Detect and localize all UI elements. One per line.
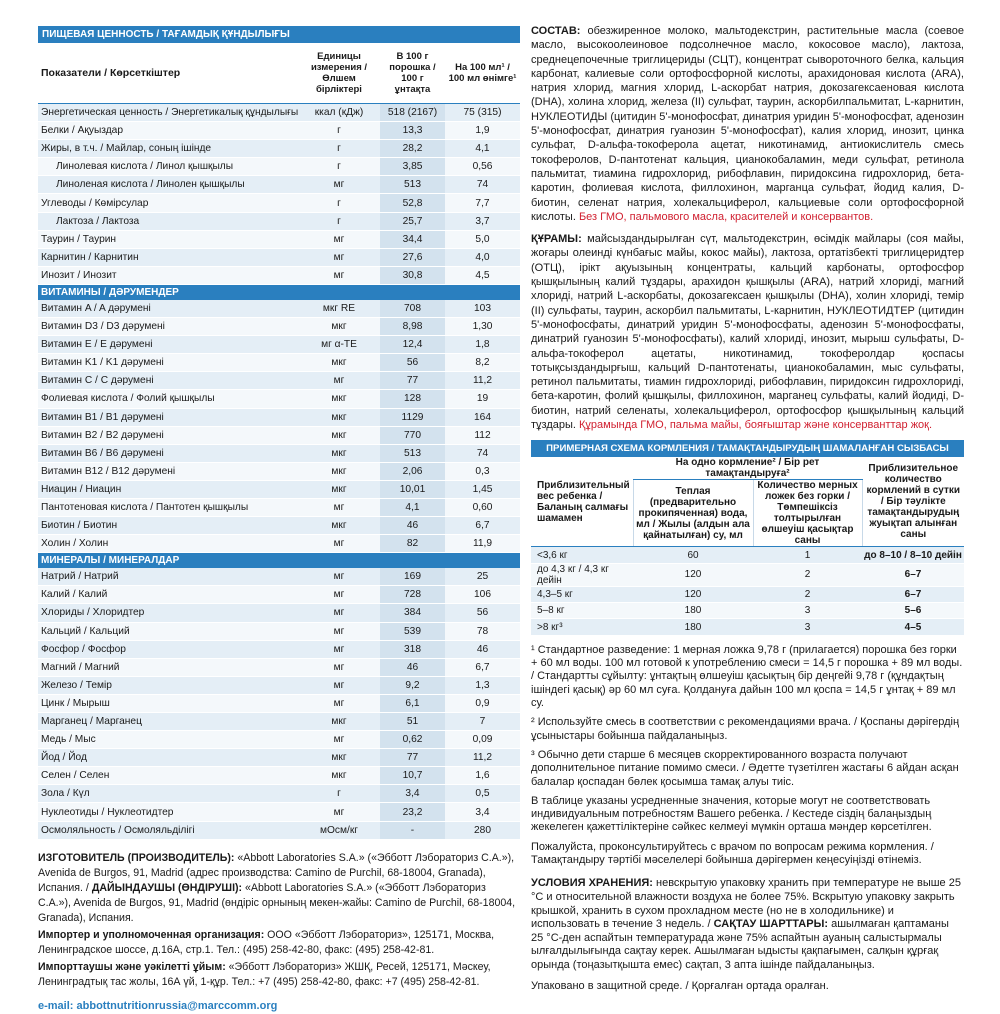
nutrition-row <box>38 372 520 390</box>
value-per-100ml: 6,7 <box>445 517 520 535</box>
value-per-100g: 82 <box>380 535 445 553</box>
value-per-100g: 12,4 <box>380 336 445 354</box>
nutrient-unit: мкг RE <box>298 300 380 318</box>
nutrition-row <box>38 803 520 821</box>
nutrition-row <box>38 604 520 622</box>
minerals-band <box>38 553 520 569</box>
nutrient-unit: мкг <box>298 426 380 444</box>
feeding-header-weight: Приблизительный вес ребенка / Баланың салмағы шамамен <box>531 457 633 547</box>
footnote-5: Пожалуйста, проконсультируйтесь с врачом по вопросам режима кормления. / Тамақтандыру тәртібі мәселелері бойынша дәрігермен кеңесуіңізді өтінеміз. <box>531 840 934 867</box>
value-per-100ml: 1,9 <box>445 122 520 140</box>
value-per-100ml: 8,2 <box>445 354 520 372</box>
nutrient-name: Биотин / Биотин <box>38 517 298 535</box>
value-per-100g: 513 <box>380 444 445 462</box>
value-per-100ml: 0,5 <box>445 785 520 803</box>
nutrient-unit: мкг <box>298 390 380 408</box>
value-per-100g: 539 <box>380 622 445 640</box>
feeding-header-spoons: Количество мерных ложек без горки / Төмпешіксіз толтырылған өлшеуіш қасықтар саны <box>753 480 862 547</box>
composition-kz-text: майсыздандырылған сүт, мальтодекстрин, өсімдік майлары (соя майы, жоғары олеинді күнбағыс майы, кокос майы), лактоза, ортатізбекті триглицеридтер (ОТЦ), ірікт ақуызының концентраты, кальций карбонаты, ортофосфор қышқылының калий тұздары, арахидон қышқылы (ARA), натрий хлориді, магний хлориді, натрий L-аскорбаты, докозагексаен қышқылы (DHA), холин хлориді, темір (II) сульфаты, таурин, аскорбил пальмитаты, L-карнитин, НУКЛЕОТИДТЕР (цитидин 5'-монофосфаты, динатрий уридин 5'-монофосфаты, аденозин 5'-монофосфаты, динатрий гуанозин 5'-монофосфаты), калий хлориді, инозит, мырыш сульфаты, D-альфа-токоферол ацетаты, никотинамид, токоферолдар қоспасы тотықсыздандырғыш, кальций D-пантотенаты, цианокобаламин, мыс сульфаты, ретинол пальмитаты, тиамин гидрохлориді, рибофлавин, пиридоксин гидрохлориді, бета-каротин, фолий қышқылы, филлохинон, марганец сульфаты, калий йодиді, D-биотин, натрий селенаты, холекальциферол, ортофосфор қышқылының кальций тұздары. <box>531 233 964 432</box>
value-per-100g: 13,3 <box>380 122 445 140</box>
nutrient-name: Калий / Калий <box>38 586 298 604</box>
value-per-100ml: 0,9 <box>445 694 520 712</box>
value-per-100ml: 4,0 <box>445 248 520 266</box>
feeding-weight: <3,6 кг <box>531 547 633 563</box>
value-per-100ml: 3,7 <box>445 212 520 230</box>
feeding-row <box>531 586 964 602</box>
value-per-100g: 318 <box>380 640 445 658</box>
feeding-water: 60 <box>633 547 753 563</box>
value-per-100ml: 11,9 <box>445 535 520 553</box>
nutrient-unit: мг <box>298 731 380 749</box>
feeding-count: 4–5 <box>862 619 964 635</box>
value-per-100ml: 56 <box>445 604 520 622</box>
nutrient-unit: мкг <box>298 462 380 480</box>
nutrient-name: Витамин E / E дәрумені <box>38 336 298 354</box>
manufacturer-block <box>38 851 520 1014</box>
value-per-100g: 77 <box>380 749 445 767</box>
nutrient-name: Фосфор / Фосфор <box>38 640 298 658</box>
value-per-100ml: 106 <box>445 586 520 604</box>
nutrient-name: Жиры, в т.ч. / Майлар, соның ішінде <box>38 140 298 158</box>
footnote-3: ³ Обычно дети старше 6 месяцев скорректированного возраста получают дополнительное питание помимо смеси. / Әдетте түзетілген жастағы 6 айдан асқан балалар қоспадан бөлек қосымша тамақ алуы тиіс. <box>531 748 959 788</box>
nutrient-name: Медь / Мыс <box>38 731 298 749</box>
nutrient-unit: мкг <box>298 767 380 785</box>
value-per-100g: 23,2 <box>380 803 445 821</box>
nutrition-row <box>38 300 520 318</box>
nutrient-unit: мг <box>298 676 380 694</box>
value-per-100ml: 0,09 <box>445 731 520 749</box>
composition-kz <box>531 232 964 432</box>
nutrient-unit: мг <box>298 230 380 248</box>
feeding-row <box>531 547 964 563</box>
nutrition-header-row <box>38 43 520 104</box>
nutrition-row <box>38 480 520 498</box>
nutrient-name: Линоленая кислота / Линолен қышқылы <box>38 176 298 194</box>
vitamins-band-label: ВИТАМИНЫ / ДӘРУМЕНДЕР <box>38 284 520 300</box>
value-per-100ml: 4,5 <box>445 266 520 284</box>
nutrient-name: Витамин B6 / B6 дәрумені <box>38 444 298 462</box>
value-per-100ml: 19 <box>445 390 520 408</box>
nutrient-name: Селен / Селен <box>38 767 298 785</box>
header-per100g: В 100 г порошка / 100 г ұнтақта <box>380 43 445 104</box>
nutrition-row <box>38 230 520 248</box>
value-per-100ml: 1,6 <box>445 767 520 785</box>
value-per-100g: 513 <box>380 176 445 194</box>
value-per-100g: 770 <box>380 426 445 444</box>
feeding-header-per-feed: На одно кормление² / Бір рет тамақтандыруға² <box>633 457 862 480</box>
value-per-100ml: 7,7 <box>445 194 520 212</box>
value-per-100g: 728 <box>380 586 445 604</box>
nutrition-row <box>38 158 520 176</box>
value-per-100ml: 103 <box>445 300 520 318</box>
nutrient-name: Витамин B12 / B12 дәрумені <box>38 462 298 480</box>
value-per-100ml: 74 <box>445 176 520 194</box>
feeding-weight: 4,3–5 кг <box>531 586 633 602</box>
value-per-100g: 4,1 <box>380 498 445 516</box>
feeding-count: 6–7 <box>862 563 964 586</box>
nutrition-row <box>38 140 520 158</box>
nutrient-name: Витамин D3 / D3 дәрумені <box>38 318 298 336</box>
nutrient-name: Натрий / Натрий <box>38 568 298 586</box>
feeding-water: 180 <box>633 603 753 619</box>
storage-text: невскрытую упаковку хранить при температуре не выше 25 °С и относительной влажности воздуха не более 75%. Вскрытую упаковку закрыть крышкой, хранить в сухом прохладном месте (но не в холодильнике) и использовать в течение 3 недель. / <box>531 877 961 931</box>
feeding-weight: 5–8 кг <box>531 603 633 619</box>
nutrition-row <box>38 821 520 839</box>
nutrient-name: Линолевая кислота / Линол қышқылы <box>38 158 298 176</box>
nutrition-row <box>38 248 520 266</box>
nutrition-row <box>38 731 520 749</box>
header-indicators: Показатели / Көрсеткіштер <box>38 43 298 104</box>
nutrition-table <box>38 43 520 840</box>
composition-kz-warning: Құрамында ГМО, пальма майы, бояғыштар және консерванттар жоқ. <box>579 419 933 432</box>
nutrient-unit: мкг <box>298 444 380 462</box>
value-per-100g: 77 <box>380 372 445 390</box>
storage-block <box>531 877 964 972</box>
composition-ru <box>531 24 964 224</box>
value-per-100g: 52,8 <box>380 194 445 212</box>
nutrition-row <box>38 767 520 785</box>
nutrient-unit: мг <box>298 568 380 586</box>
feeding-count: 6–7 <box>862 586 964 602</box>
composition-ru-label: СОСТАВ: <box>531 25 581 37</box>
nutrient-name: Пантотеновая кислота / Пантотен қышқылы <box>38 498 298 516</box>
nutrient-name: Ниацин / Ниацин <box>38 480 298 498</box>
importer-paragraph <box>38 928 520 958</box>
storage-kz-text: ашылмаған қаптаманы 25 °С-ден аспайтын температурада және 75% аспайтын ауаның салыстырмалы ылғалдылығында сақтау керек. Ашылмаған ыдысты қақпағымен, салқын құрғақ орында (тоңазытқышта емес) сақтап, 3 апта ішінде пайдаланыңыз. <box>531 918 949 971</box>
email-link[interactable]: e-mail: abbottnutritionrussia@marccomm.org <box>38 999 278 1012</box>
nutrient-name: Осмоляльность / Осмоляльділігі <box>38 821 298 839</box>
importer-label: Импортер и уполномоченная организация: <box>38 929 265 942</box>
value-per-100ml: 1,3 <box>445 676 520 694</box>
nutrient-name: Холин / Холин <box>38 535 298 553</box>
feeding-header-feeds: Приблизительное количество кормлений в сутки / Бір тәулікте тамақтандырудың жуықтап алынған саны <box>862 457 964 547</box>
nutrient-unit: мг <box>298 604 380 622</box>
feeding-header-row-1 <box>531 457 964 480</box>
maker-kz-text: «Abbott Laboratories S.A.» («Эбботт Лэбораториз С.А.»), Avenida de Burgos, 91, Madrid (өндіріс орнының мекен-жайы: Camino de Purchil, 68-18004, Granada), Испания. <box>38 881 516 925</box>
feeding-water: 120 <box>633 586 753 602</box>
nutrition-row <box>38 104 520 122</box>
nutrient-name: Йод / Йод <box>38 749 298 767</box>
value-per-100g: 0,62 <box>380 731 445 749</box>
nutrition-row <box>38 517 520 535</box>
nutrition-row <box>38 713 520 731</box>
nutrition-row <box>38 194 520 212</box>
nutrition-row <box>38 176 520 194</box>
nutrient-unit: мг <box>298 658 380 676</box>
value-per-100ml: 25 <box>445 568 520 586</box>
value-per-100g: 1129 <box>380 408 445 426</box>
importer-text: ООО «Эбботт Лэбораториз», 125171, Москва, Ленинградское шоссе, д.16А, стр.1. Тел.: (495) 258-42-80, факс: (495) 258-42-81. <box>38 929 495 957</box>
composition-ru-warning: Без ГМО, пальмового масла, красителей и консервантов. <box>578 210 874 223</box>
feeding-spoons: 3 <box>753 619 862 635</box>
maker-text: «Abbott Laboratories S.A.» («Эбботт Лэбораториз С.А.»), Avenida de Burgos, 91, Madrid (адрес производства: Camino de Purchil, 68-18004, Granada), Испания. / <box>38 851 515 894</box>
value-per-100ml: 164 <box>445 408 520 426</box>
nutrition-row <box>38 676 520 694</box>
feeding-weight: >8 кг³ <box>531 619 633 635</box>
nutrient-unit: мкг <box>298 517 380 535</box>
nutrient-unit: мг <box>298 266 380 284</box>
value-per-100ml: 46 <box>445 640 520 658</box>
nutrient-unit: мкг <box>298 408 380 426</box>
importer-kz-label: Импорттаушы және уәкілетті ұйым: <box>38 961 226 974</box>
nutrition-row <box>38 336 520 354</box>
value-per-100g: 708 <box>380 300 445 318</box>
nutrient-unit: мкг <box>298 480 380 498</box>
nutrient-unit: мг <box>298 176 380 194</box>
value-per-100g: 2,06 <box>380 462 445 480</box>
header-per100ml: На 100 мл¹ / 100 мл өнімге¹ <box>445 43 520 104</box>
value-per-100ml: 78 <box>445 622 520 640</box>
feeding-row <box>531 603 964 619</box>
nutrient-name: Кальций / Кальций <box>38 622 298 640</box>
value-per-100ml: 0,3 <box>445 462 520 480</box>
nutrition-row <box>38 408 520 426</box>
nutrient-name: Марганец / Марганец <box>38 713 298 731</box>
nutrient-unit: мкг <box>298 318 380 336</box>
value-per-100g: 384 <box>380 604 445 622</box>
feeding-count: до 8–10 / 8–10 дейін <box>862 547 964 563</box>
value-per-100g: 51 <box>380 713 445 731</box>
vitamins-band <box>38 284 520 300</box>
feeding-weight: до 4,3 кг / 4,3 кг дейін <box>531 563 633 586</box>
nutrition-row <box>38 122 520 140</box>
feeding-spoons: 3 <box>753 603 862 619</box>
nutrient-unit: мг <box>298 803 380 821</box>
nutrient-name: Цинк / Мырыш <box>38 694 298 712</box>
feeding-count: 5–6 <box>862 603 964 619</box>
right-column <box>531 24 964 992</box>
nutrient-unit: г <box>298 785 380 803</box>
nutrition-title: ПИЩЕВАЯ ЦЕННОСТЬ / ТАҒАМДЫҚ ҚҰНДЫЛЫҒЫ <box>38 26 520 43</box>
value-per-100g: 46 <box>380 658 445 676</box>
nutrient-name: Витамин C / C дәрумені <box>38 372 298 390</box>
nutrient-name: Таурин / Таурин <box>38 230 298 248</box>
nutrition-row <box>38 658 520 676</box>
nutrient-unit: мкг <box>298 354 380 372</box>
nutrition-row <box>38 390 520 408</box>
nutrient-unit: г <box>298 122 380 140</box>
nutrition-row <box>38 498 520 516</box>
nutrition-row <box>38 694 520 712</box>
nutrient-unit: мг <box>298 640 380 658</box>
nutrient-name: Карнитин / Карнитин <box>38 248 298 266</box>
nutrient-unit: мг α-TE <box>298 336 380 354</box>
value-per-100g: 10,7 <box>380 767 445 785</box>
nutrient-name: Зола / Күл <box>38 785 298 803</box>
nutrition-row <box>38 354 520 372</box>
feeding-spoons: 2 <box>753 563 862 586</box>
nutrient-unit: г <box>298 140 380 158</box>
nutrient-name: Углеводы / Көмірсулар <box>38 194 298 212</box>
footnote-1: ¹ Стандартное разведение: 1 мерная ложка 9,78 г (прилагается) порошка без горки + 60 мл воды. 100 мл готовой к употреблению смеси = 14,5 г порошка + 89 мл воды. / Стандартты сұйылту: ұнтақтың өлшеуіш қасықтың бір деңгейі 9,78 г (құндақтың ішіндегі қасық) әр 60 мл суға. Қолдануға дайын 100 мл қоспа = 14,5 г ұнтақ + 89 мл су. <box>531 643 963 710</box>
nutrient-unit: мг <box>298 586 380 604</box>
value-per-100ml: 7 <box>445 713 520 731</box>
footnote-2: ² Используйте смесь в соответствии с рекомендациями врача. / Қоспаны дәрігердің ұсыныстары бойынша пайдаланыңыз. <box>531 716 960 742</box>
nutrient-unit: г <box>298 194 380 212</box>
value-per-100ml: 75 (315) <box>445 104 520 122</box>
nutrition-row <box>38 212 520 230</box>
value-per-100ml: 280 <box>445 821 520 839</box>
nutrient-unit: г <box>298 212 380 230</box>
value-per-100ml: 11,2 <box>445 749 520 767</box>
nutrition-row <box>38 568 520 586</box>
nutrient-name: Витамин B2 / B2 дәрумені <box>38 426 298 444</box>
value-per-100g: 10,01 <box>380 480 445 498</box>
nutrition-row <box>38 749 520 767</box>
value-per-100ml: 6,7 <box>445 658 520 676</box>
composition-ru-text: обезжиренное молоко, мальтодекстрин, растительные масла (соевое масло, высокоолеиновое подсолнечное масло, кокосовое масло), лактоза, среднецепочечные триглицериды (СЦТ), концентрат сывороточного белка, кальция карбонат, калиевые соли ортофосфорной кислоты, арахидоновая кислота (ARA), натрия хлорид, магния хлорид, L-аскорбат натрия, докозагексаеновая кислота (DHA), холина хлорид, железа (II) сульфат, таурин, аскорбилпальмитат, L-карнитин, НУКЛЕОТИДЫ (цитидин 5'-монофосфат, динатрия уридин 5'-монофосфат, аденозин 5'-монофосфат, динатрия гуанозин 5'-монофосфат), калия хлорид, инозит, цинка сульфат, D-альфа-токоферола ацетат, никотинамид, антиокислитель смесь токоферолов, D-пантотенат кальция, цианокобаламин, меди сульфат, ретинола пальмитат, тиамина гидрохлорид, рибофлавин, пиридоксина гидрохлорид, бета-каротин, фолиевая кислота, филлохинон, марганца сульфат, йодид калия, D-биотин, селенат натрия, холекальциферол, кальциевые соли ортофосфорной кислоты. <box>531 25 965 223</box>
nutrient-unit: ккал (кДж) <box>298 104 380 122</box>
importer-kz-paragraph <box>38 960 520 990</box>
value-per-100g: 169 <box>380 568 445 586</box>
nutrient-name: Железо / Темір <box>38 676 298 694</box>
nutrient-unit: мкг <box>298 749 380 767</box>
nutrient-unit: мОсм/кг <box>298 821 380 839</box>
feeding-water: 180 <box>633 619 753 635</box>
importer-kz-text: «Эбботт Лэбораториз» ЖШҚ, Ресей, 125171, Мәскеу, Ленинградтық тас жолы, 16А үй, 1-құр. Тел.: +7 (495) 258-42-80, факс: +7 (495) 258-42-81. <box>38 961 491 989</box>
nutrient-unit: мг <box>298 372 380 390</box>
feeding-water: 120 <box>633 563 753 586</box>
maker-label: ИЗГОТОВИТЕЛЬ (ПРОИЗВОДИТЕЛЬ): <box>38 851 235 864</box>
value-per-100g: - <box>380 821 445 839</box>
nutrition-row <box>38 622 520 640</box>
storage-kz-label: САҚТАУ ШАРТТАРЫ: <box>713 918 829 931</box>
nutrient-name: Магний / Магний <box>38 658 298 676</box>
nutrition-row <box>38 535 520 553</box>
nutrient-unit: мг <box>298 248 380 266</box>
value-per-100g: 30,8 <box>380 266 445 284</box>
value-per-100ml: 0,60 <box>445 498 520 516</box>
maker-paragraph <box>38 851 520 926</box>
value-per-100ml: 1,8 <box>445 336 520 354</box>
value-per-100ml: 3,4 <box>445 803 520 821</box>
header-units: Единицы измерения / Өлшем бірліктері <box>298 43 380 104</box>
feeding-spoons: 1 <box>753 547 862 563</box>
value-per-100g: 28,2 <box>380 140 445 158</box>
nutrient-unit: мг <box>298 622 380 640</box>
value-per-100ml: 1,45 <box>445 480 520 498</box>
nutrition-row <box>38 266 520 284</box>
value-per-100g: 9,2 <box>380 676 445 694</box>
feeding-title: ПРИМЕРНАЯ СХЕМА КОРМЛЕНИЯ / ТАМАҚТАНДЫРУДЫҢ ШАМАЛАНҒАН СЫЗБАСЫ <box>531 440 964 457</box>
value-per-100g: 518 (2167) <box>380 104 445 122</box>
value-per-100g: 27,6 <box>380 248 445 266</box>
value-per-100g: 8,98 <box>380 318 445 336</box>
feeding-header-water: Теплая (предварительно прокипяченная) вода, мл / Жылы (алдын ала қайнатылған) су, мл <box>633 480 753 547</box>
nutrition-row <box>38 586 520 604</box>
nutrient-unit: г <box>298 158 380 176</box>
nutrient-name: Фолиевая кислота / Фолий қышқылы <box>38 390 298 408</box>
minerals-band-label: МИНЕРАЛЫ / МИНЕРАЛДАР <box>38 553 520 569</box>
nutrition-row <box>38 444 520 462</box>
nutrient-unit: мкг <box>298 713 380 731</box>
nutrition-row <box>38 462 520 480</box>
packed-note: Упаковано в защитной среде. / Қорғалған ортада оралған. <box>531 980 829 993</box>
value-per-100ml: 112 <box>445 426 520 444</box>
maker-kz-label: ДАЙЫНДАУШЫ (ӨНДІРУШІ): <box>91 881 243 894</box>
nutrition-row <box>38 426 520 444</box>
value-per-100ml: 5,0 <box>445 230 520 248</box>
value-per-100g: 128 <box>380 390 445 408</box>
nutrient-unit: мг <box>298 535 380 553</box>
nutrient-name: Лактоза / Лактоза <box>38 212 298 230</box>
nutrient-unit: мг <box>298 498 380 516</box>
nutrient-name: Витамин B1 / B1 дәрумені <box>38 408 298 426</box>
nutrient-name: Витамин A / A дәрумені <box>38 300 298 318</box>
nutrition-row <box>38 318 520 336</box>
value-per-100ml: 0,56 <box>445 158 520 176</box>
value-per-100ml: 11,2 <box>445 372 520 390</box>
nutrient-name: Нуклеотиды / Нуклеотидтер <box>38 803 298 821</box>
value-per-100ml: 1,30 <box>445 318 520 336</box>
footnotes <box>531 644 964 867</box>
feeding-row <box>531 619 964 635</box>
value-per-100g: 25,7 <box>380 212 445 230</box>
nutrient-name: Хлориды / Хлоридтер <box>38 604 298 622</box>
storage-label: УСЛОВИЯ ХРАНЕНИЯ: <box>531 877 653 890</box>
value-per-100g: 34,4 <box>380 230 445 248</box>
nutrition-row <box>38 640 520 658</box>
nutrition-row <box>38 785 520 803</box>
feeding-table <box>531 457 964 636</box>
nutrient-name: Витамин K1 / K1 дәрумені <box>38 354 298 372</box>
value-per-100g: 46 <box>380 517 445 535</box>
nutrient-name: Белки / Ақуыздар <box>38 122 298 140</box>
value-per-100g: 6,1 <box>380 694 445 712</box>
nutrient-unit: мг <box>298 694 380 712</box>
left-column <box>38 26 520 1014</box>
nutrient-name: Инозит / Инозит <box>38 266 298 284</box>
feeding-spoons: 2 <box>753 586 862 602</box>
composition-kz-label: ҚҰРАМЫ: <box>531 233 582 246</box>
value-per-100g: 56 <box>380 354 445 372</box>
nutrient-name: Энергетическая ценность / Энергетикалық құндылығы <box>38 104 298 122</box>
footnote-4: В таблице указаны усредненные значения, которые могут не соответствовать индивидуальным потребностям Вашего ребенка. / Кестеде сіздің балаңыздың жекелеген қажеттіліктеріне сәйкес келмеуі мүмкін орташа мәндер көрсетілген. <box>531 794 932 834</box>
value-per-100g: 3,4 <box>380 785 445 803</box>
value-per-100ml: 74 <box>445 444 520 462</box>
value-per-100ml: 4,1 <box>445 140 520 158</box>
feeding-row <box>531 563 964 586</box>
value-per-100g: 3,85 <box>380 158 445 176</box>
